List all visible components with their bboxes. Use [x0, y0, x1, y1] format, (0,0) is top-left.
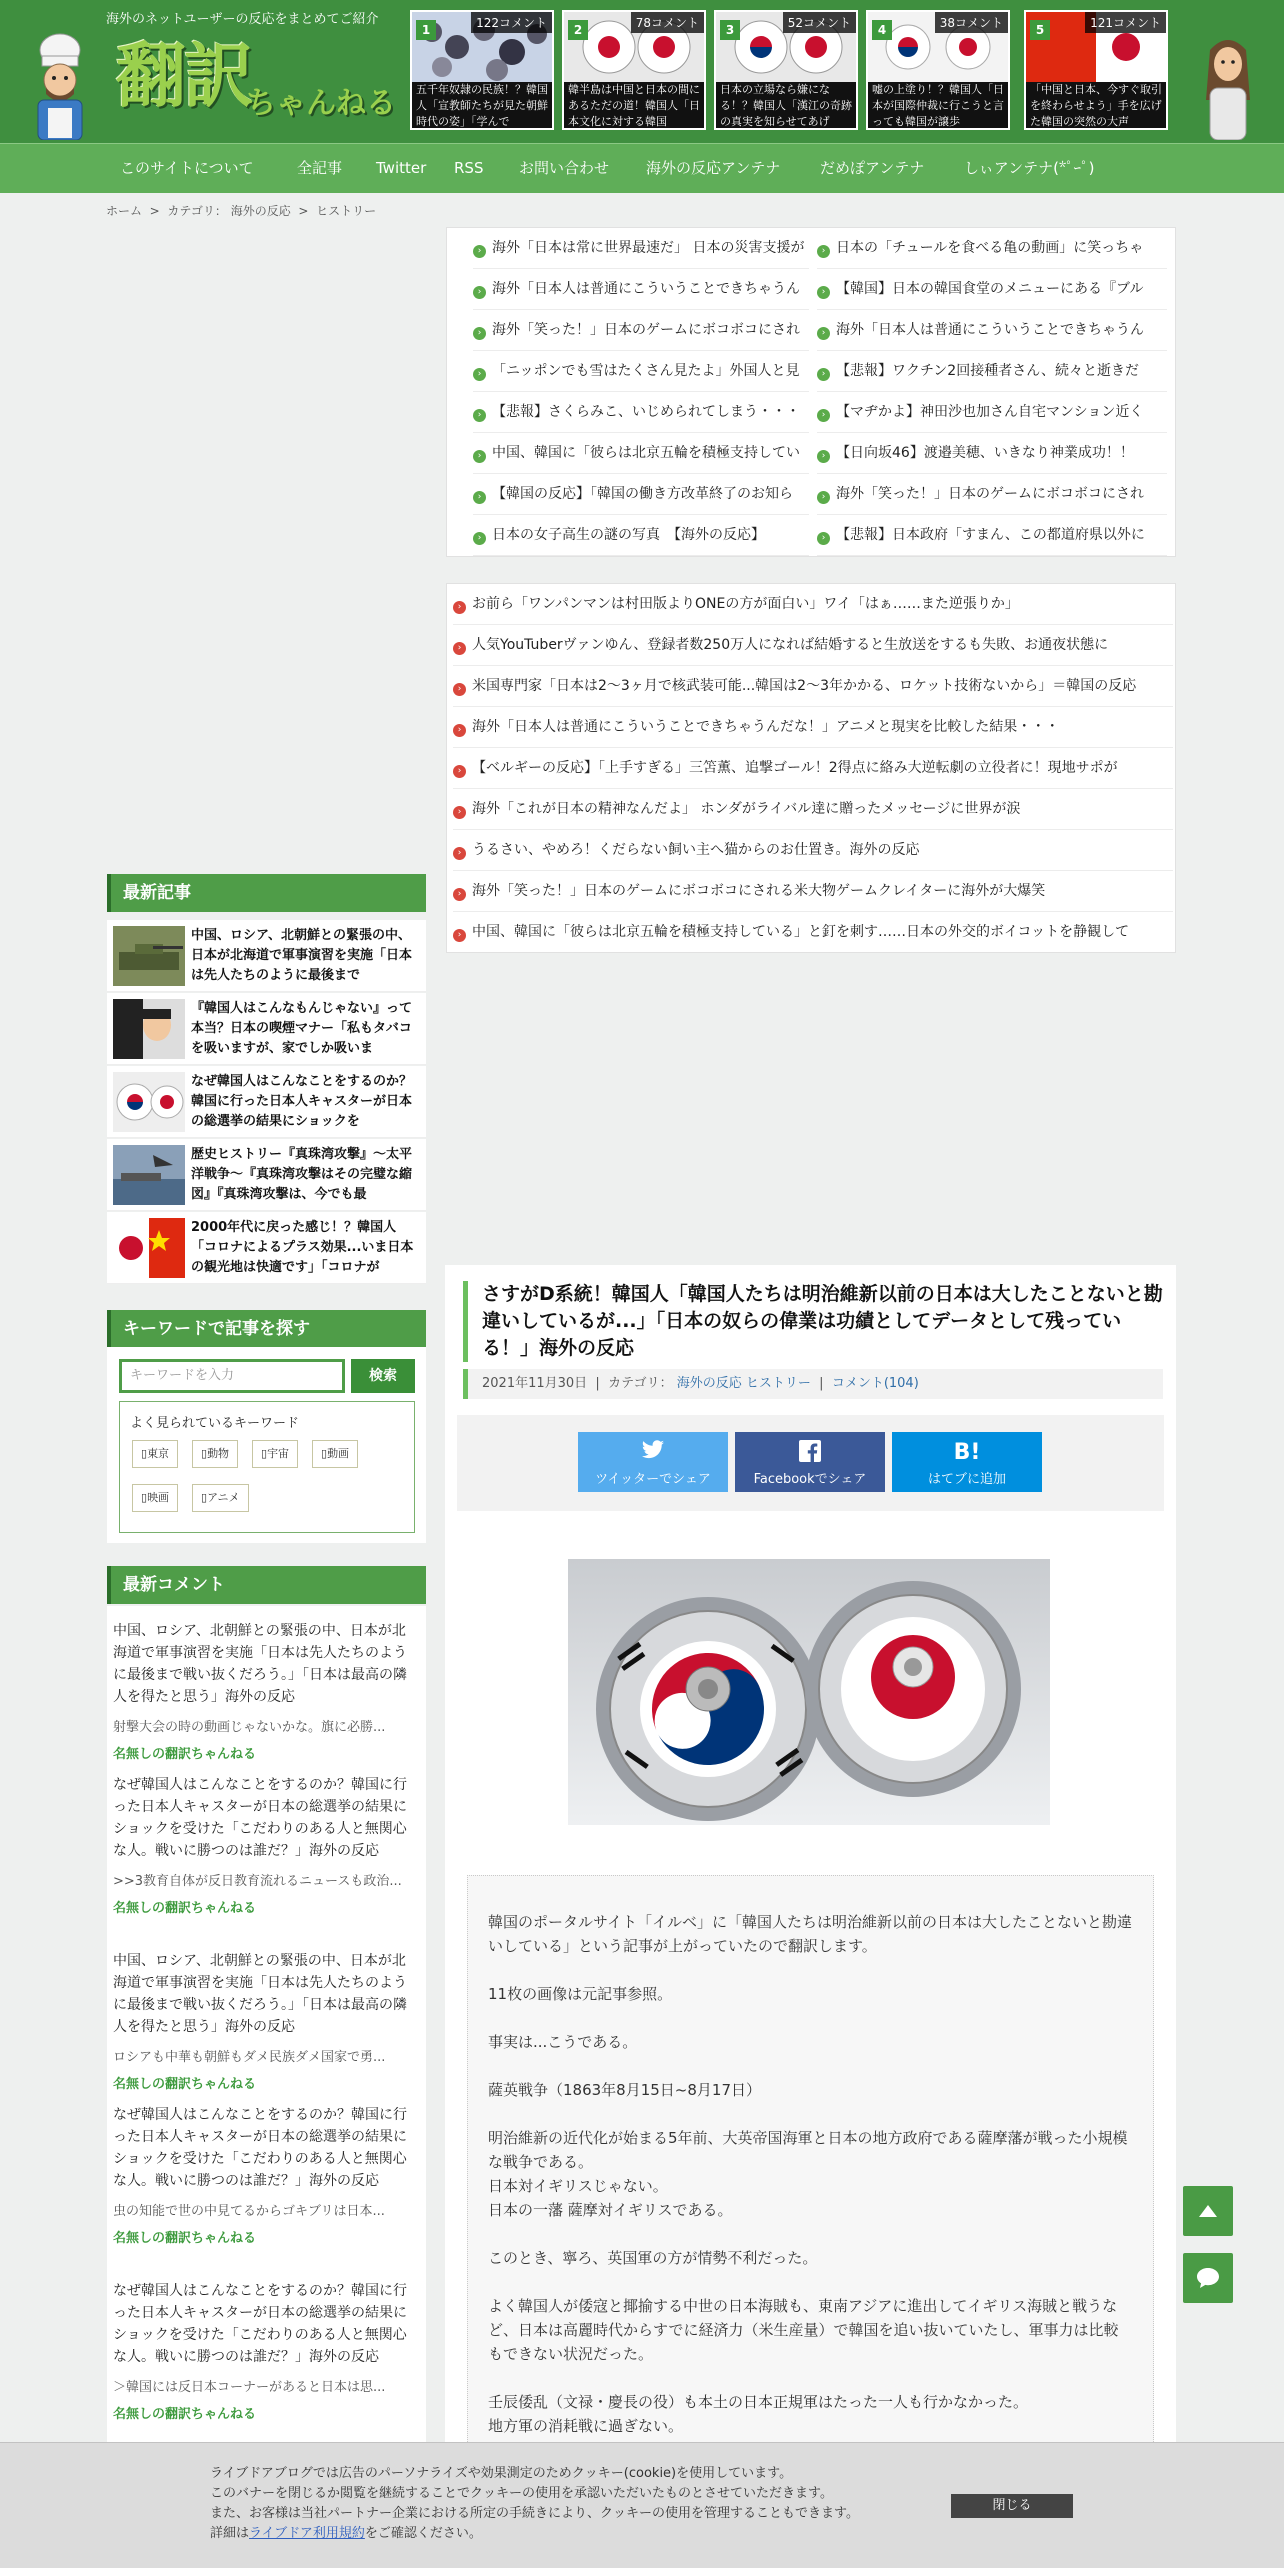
nav-contact[interactable]: お問い合わせ — [519, 159, 610, 177]
ranking-title: 五千年奴隷の民族！？韓国人「宣教師たちが見た朝鮮時代の姿」「学んで — [412, 82, 552, 130]
chevron-right-icon: › — [473, 532, 486, 545]
chevron-right-icon: › — [453, 929, 466, 942]
comment-article-title[interactable]: 中国、ロシア、北朝鮮との緊張の中、日本が北海道で軍事演習を実施「日本は先人たちのように最後まで戦い抜くだろう。」「日本は最高の隣人を得たと思う」海外の反応 — [113, 1623, 407, 1705]
comment-author: 名無しの翻訳ちゃんねる — [113, 2231, 257, 2246]
ranking-comment-count: 52コメント — [783, 12, 856, 33]
recent-article-thumbnail — [113, 1218, 185, 1278]
antenna-link[interactable]: › 海外「笑った！」日本のゲームにボコボコにされる米大物ゲームクレイターに海外が大爆笑 — [453, 871, 1173, 912]
recent-article-thumbnail — [113, 926, 185, 986]
keyword-tag[interactable]: ▯動画 — [312, 1440, 358, 1468]
logo-sub-text: ちゃんねる — [246, 86, 396, 121]
antenna-link[interactable]: › 海外「日本人は普通にこういうことできちゃうんだな！」アニメと現実を比較した結果・・・ — [453, 707, 1173, 748]
ranking-card-5[interactable] — [1024, 10, 1168, 130]
recent-article-item[interactable] — [107, 920, 426, 992]
keyword-search-button[interactable]: 検索 — [351, 1359, 415, 1393]
comment-article-title[interactable]: なぜ韓国人はこんなことをするのか？韓国に行った日本人キャスターが日本の総選挙の結果にショックを受けた「こだわりのある人と無関心な人。戦いに勝つのは誰だ？」海外の反応 — [113, 2107, 407, 2189]
recent-article-title: 歴史ヒストリー『真珠湾攻撃』～太平洋戦争～『真珠湾攻撃はその完璧な縮図』『真珠湾攻撃は、今でも最 — [191, 1147, 413, 1202]
breadcrumb-category-2[interactable]: ヒストリー — [316, 204, 377, 218]
antenna-link[interactable]: › 「ニッポンでも雪はたくさん見たよ」外国人と見 — [473, 351, 809, 392]
keyword-search-box — [107, 1347, 426, 1543]
keyword-tag[interactable]: ▯映画 — [132, 1484, 178, 1512]
chevron-right-icon: › — [817, 532, 830, 545]
article — [445, 1265, 1176, 2568]
cookie-notice-text: ライブドアブログでは広告のパーソナライズや効果測定のためクッキー(cookie)を使用しています。 このバナーを閉じるか閲覧を継続することでクッキーの使用を承認いただいたものとさせていただきます。 また、お客様は当社パートナー企業における所定の手続きにより、クッキーの使用を管理することもできます。 詳細はライブドア利用規約をご確認ください。 — [210, 2466, 859, 2541]
popular-keywords-panel — [119, 1401, 415, 1533]
share-buttons — [457, 1415, 1164, 1511]
keyword-tag[interactable]: ▯宇宙 — [252, 1440, 298, 1468]
antenna-links-red — [446, 583, 1176, 953]
chevron-right-icon: › — [453, 683, 466, 696]
facebook-share-button[interactable] — [735, 1432, 885, 1492]
ranking-title: 韓半島は中国と日本の間にあるただの道！韓国人「日本文化に対する韓国 — [564, 82, 704, 130]
nav-rss[interactable]: RSS — [454, 159, 484, 177]
breadcrumb-home[interactable]: ホーム — [106, 204, 143, 218]
breadcrumb-separator: > — [149, 204, 160, 218]
tag-icon: ▯ — [141, 1447, 148, 1460]
recent-comments-heading: 最新コメント — [107, 1566, 426, 1604]
antenna-link[interactable]: › 人気YouTuberヴァンゆん、登録者数250万人になれば結婚すると生放送をするも失敗、お通夜状態に — [453, 625, 1173, 666]
recent-article-item[interactable] — [107, 1212, 426, 1284]
antenna-link[interactable]: › 【悲報】ワクチン2回接種者さん、続々と逝きだ — [817, 351, 1167, 392]
article-meta: 2021年11月30日 | カテゴリ： 海外の反応 ヒストリー | コメント(104) — [463, 1369, 1163, 1399]
antenna-link[interactable]: › 海外「日本人は普通にこういうことできちゃうん — [817, 310, 1167, 351]
article-paragraph: このとき、寧ろ、英国軍の方が情勢不利だった。 — [488, 2249, 818, 2267]
comment-item — [113, 1774, 419, 1916]
article-paragraph: 地方軍の消耗戦に過ぎない。 — [488, 2417, 684, 2435]
breadcrumb-separator: > — [298, 204, 309, 218]
antenna-link[interactable]: › 海外「日本人は普通にこういうことできちゃうん — [473, 269, 809, 310]
ranking-number: 2 — [568, 20, 588, 40]
ranking-title: 「中国と日本、今すぐ取引を終わらせよう」手を広げた韓国の突然の大声 — [1026, 82, 1166, 130]
antenna-link[interactable]: › 中国、韓国に「彼らは北京五輪を積極支持してい — [473, 433, 809, 474]
chevron-right-icon: › — [473, 327, 486, 340]
chevron-right-icon: › — [473, 491, 486, 504]
ranking-comment-count: 78コメント — [631, 12, 704, 33]
article-paragraph: 明治維新の近代化が始まる5年前、大英帝国海軍と日本の地方政府である薩摩藩が戦った小規模な戦争である。 — [488, 2129, 1128, 2171]
chevron-right-icon: › — [453, 806, 466, 819]
comment-article-title[interactable]: 中国、ロシア、北朝鮮との緊張の中、日本が北海道で軍事演習を実施「日本は先人たちのように最後まで戦い抜くだろう。」「日本は最高の隣人を得たと思う」海外の反応 — [113, 1953, 407, 2035]
nav-twitter[interactable]: Twitter — [376, 159, 427, 177]
article-paragraph: よく韓国人が倭寇と揶揄する中世の日本海賊も、東南アジアに進出してイギリス海賊と戦うなど、日本は高麗時代からすでに経済力（米生産量）で韓国を追い抜いていたし、軍事力は比較もできない状況だった。 — [488, 2297, 1119, 2363]
comment-excerpt[interactable]: ＞韓国には反日本コーナーがあると日本は思... — [113, 2380, 386, 2395]
keyword-search-input[interactable]: キーワードを入力 — [119, 1359, 345, 1393]
comment-item — [113, 2104, 419, 2246]
popular-keywords-title: よく見られているキーワード — [130, 1416, 300, 1431]
ranking-comment-count: 121コメント — [1085, 12, 1166, 33]
article-comments-link[interactable]: コメント(104) — [831, 1376, 919, 1391]
chevron-right-icon: › — [817, 491, 830, 504]
chevron-right-icon: › — [453, 724, 466, 737]
logo-main-text: 翻訳 — [116, 35, 252, 117]
facebook-share-label: Facebookでシェア — [753, 1472, 867, 1487]
recent-article-title: 中国、ロシア、北朝鮮との緊張の中、日本が北海道で軍事演習を実施「日本は先人たちのように最後まで — [191, 928, 413, 983]
breadcrumb-category-label: カテゴリ： — [167, 204, 227, 218]
tag-icon: ▯ — [141, 1491, 148, 1504]
hatena-bookmark-button[interactable] — [892, 1432, 1042, 1492]
tag-icon: ▯ — [261, 1447, 268, 1460]
antenna-link[interactable]: › 【韓国】日本の韓国食堂のメニューにある『ブル — [817, 269, 1167, 310]
comment-item — [113, 1950, 419, 2092]
ranking-title: 嘘の上塗り！？韓国人「日本が国際仲裁に行こうと言っても韓国が譲歩 — [868, 82, 1008, 130]
antenna-link[interactable]: › うるさい、やめろ！くだらない飼い主へ猫からのお仕置き。海外の反応 — [453, 830, 1173, 871]
chevron-right-icon: › — [817, 245, 830, 258]
chevron-right-icon: › — [453, 601, 466, 614]
facebook-icon — [735, 1432, 885, 1468]
chevron-right-icon: › — [453, 765, 466, 778]
chevron-right-icon: › — [817, 327, 830, 340]
chevron-right-icon: › — [473, 286, 486, 299]
ranking-number: 1 — [416, 20, 436, 40]
antenna-link[interactable]: › 日本の「チュールを食べる亀の動画」に笑っちゃ — [817, 228, 1167, 269]
scroll-to-top-button[interactable] — [1183, 2186, 1233, 2236]
article-paragraph: 日本の一藩 薩摩対イギリスである。 — [488, 2201, 733, 2219]
chevron-right-icon: › — [817, 450, 830, 463]
ranking-number: 5 — [1030, 20, 1050, 40]
ranking-comment-count: 38コメント — [935, 12, 1008, 33]
chevron-right-icon: › — [453, 642, 466, 655]
comment-excerpt[interactable]: >>3教育自体が反日教育流れるニュースも政治... — [113, 1874, 402, 1889]
article-category-1[interactable]: 海外の反応 — [676, 1376, 742, 1391]
chevron-right-icon: › — [817, 286, 830, 299]
comment-article-title[interactable]: なぜ韓国人はこんなことをするのか？韓国に行った日本人キャスターが日本の総選挙の結果にショックを受けた「こだわりのある人と無関心な人。戦いに勝つのは誰だ？」海外の反応 — [113, 1777, 407, 1859]
twitter-icon — [578, 1432, 728, 1468]
antenna-link[interactable]: › 米国専門家「日本は2〜3ヶ月で核武装可能...韓国は2〜3年かかる、ロケット技術ないから」＝韓国の反応 — [453, 666, 1173, 707]
article-paragraph: 韓国のポータルサイト「イルベ」に「韓国人たちは明治維新以前の日本は大したことないと勘違いしている」という記事が上がっていたので翻訳します。 — [488, 1913, 1132, 1955]
nav-kaigai-antenna[interactable]: 海外の反応アンテナ — [646, 159, 781, 177]
recent-comments-list — [107, 1606, 426, 2568]
site-header — [0, 0, 1284, 143]
recent-article-thumbnail — [113, 999, 185, 1059]
recent-article-item[interactable] — [107, 1139, 426, 1211]
antenna-link[interactable]: › 【悲報】日本政府「すまん、この都道府県以外に — [817, 515, 1167, 556]
chef-mascot-image — [22, 28, 98, 140]
antenna-links-green — [446, 227, 1176, 557]
recent-article-item[interactable] — [107, 1066, 426, 1138]
article-paragraph: 壬辰倭乱（文禄・慶長の役）も本土の日本正規軍はたった一人も行かなかった。 — [488, 2393, 1029, 2411]
arrow-up-icon — [1199, 2198, 1217, 2223]
article-date: 2021年11月30日 — [482, 1376, 588, 1391]
article-paragraph: 薩英戦争（1863年8月15日~8月17日） — [488, 2081, 762, 2099]
antenna-link[interactable]: › 中国、韓国に「彼らは北京五輪を積極支持している」と釘を刺す……日本の外交的ボイコットを静観して — [453, 912, 1173, 953]
breadcrumb — [106, 202, 376, 219]
recent-article-thumbnail — [113, 1145, 185, 1205]
article-paragraph: 11枚の画像は元記事参照。 — [488, 1985, 673, 2003]
chevron-right-icon: › — [817, 409, 830, 422]
chevron-right-icon: › — [473, 409, 486, 422]
recent-article-title: なぜ韓国人はこんなことをするのか？韓国に行った日本人キャスターが日本の総選挙の結果にショックを — [191, 1074, 413, 1129]
antenna-link[interactable]: › 海外「笑った！」日本のゲームにボコボコにされ — [817, 474, 1167, 515]
antenna-link[interactable]: › お前ら「ワンパンマンは村田版よりONEの方が面白い」ワイ「はぁ……また逆張りか」 — [453, 584, 1173, 625]
keyword-tag[interactable]: ▯東京 — [132, 1440, 178, 1468]
recent-article-thumbnail — [113, 1072, 185, 1132]
comment-item — [113, 2280, 419, 2422]
antenna-link[interactable]: › 海外「これが日本の精神なんだよ」 ホンダがライバル達に贈ったメッセージに世界が涙 — [453, 789, 1173, 830]
cookie-banner — [0, 2442, 1284, 2568]
antenna-link[interactable]: › 日本の女子高生の謎の写真 【海外の反応】 — [473, 515, 809, 556]
article-category-2[interactable]: ヒストリー — [745, 1376, 811, 1391]
article-title: さすがD系統！韓国人「韓国人たちは明治維新以前の日本は大したことないと勘違いしているが...」「日本の奴らの偉業は功績としてデータとして残っている！」海外の反応 — [463, 1281, 1163, 1362]
comment-excerpt[interactable]: ロシアも中華も朝鮮もダメ民族ダメ国家で勇... — [113, 2050, 386, 2065]
tag-icon: ▯ — [321, 1447, 328, 1460]
ranking-number: 3 — [720, 20, 740, 40]
nav-all-articles[interactable]: 全記事 — [297, 159, 343, 177]
hatena-share-label: はてブに追加 — [927, 1472, 1006, 1487]
ranking-card-1[interactable] — [410, 10, 554, 130]
comment-excerpt[interactable]: 虫の知能で世の中見てるからゴキブリは日本... — [113, 2204, 385, 2219]
antenna-link[interactable]: › 【悲報】さくらみこ、いじめられてしまう・・・ — [473, 392, 809, 433]
antenna-link[interactable]: › 【マヂかよ】神田沙也加さん自宅マンション近く — [817, 392, 1167, 433]
antenna-link[interactable]: › 海外「日本は常に世界最速だ」 日本の災害支援が — [473, 228, 809, 269]
nav-about[interactable]: このサイトについて — [120, 159, 254, 177]
article-category-label: カテゴリ： — [608, 1376, 673, 1391]
comment-author: 名無しの翻訳ちゃんねる — [113, 1747, 257, 1762]
antenna-link[interactable]: › 【日向坂46】渡邉美穂、いきなり神業成功！！ — [817, 433, 1167, 474]
recent-article-item[interactable] — [107, 993, 426, 1065]
chevron-right-icon: › — [453, 888, 466, 901]
article-paragraph: 日本対イギリスじゃない。 — [488, 2177, 668, 2195]
keyword-search-heading: キーワードで記事を探す — [107, 1310, 426, 1348]
comment-author: 名無しの翻訳ちゃんねる — [113, 2077, 257, 2092]
ranking-comment-count: 122コメント — [471, 12, 552, 33]
article-paragraph: 事実は...こうである。 — [488, 2033, 638, 2051]
comment-item — [113, 1620, 419, 1762]
recent-articles-heading: 最新記事 — [107, 874, 426, 912]
nav-shii-antenna[interactable]: しぃアンテナ(*ﾟｰﾟ) — [964, 159, 1095, 177]
breadcrumb-category-1[interactable]: 海外の反応 — [230, 204, 291, 218]
chevron-right-icon: › — [817, 368, 830, 381]
keyword-tag[interactable]: ▯アニメ — [192, 1484, 249, 1512]
site-logo[interactable] — [116, 36, 406, 128]
recent-article-title: 2000年代に戻った感じ！？韓国人「コロナによるプラス効果...いま日本の観光地は快適です」「コロナが — [191, 1220, 414, 1275]
comment-author: 名無しの翻訳ちゃんねる — [113, 1901, 257, 1916]
ranking-title: 日本の立場なら嫌になる！？韓国人「漢江の奇跡の真実を知らせてあげ — [716, 82, 856, 130]
main-nav — [0, 143, 1284, 193]
tag-icon: ▯ — [201, 1447, 208, 1460]
twitter-share-label: ツイッターでシェア — [595, 1472, 711, 1487]
nav-damepo-antenna[interactable]: だめぽアンテナ — [820, 159, 925, 177]
antenna-link[interactable]: › 【ベルギーの反応】「上手すぎる」三笘薫、追撃ゴール！2得点に絡み大逆転劇の立役者に！現地サポが — [453, 748, 1173, 789]
comment-button[interactable] — [1183, 2253, 1233, 2303]
chevron-right-icon: › — [473, 368, 486, 381]
ranking-card-4[interactable] — [866, 10, 1010, 130]
article-hero-image — [568, 1559, 1050, 1825]
comment-article-title[interactable]: なぜ韓国人はこんなことをするのか？韓国に行った日本人キャスターが日本の総選挙の結果にショックを受けた「こだわりのある人と無関心な人。戦いに勝つのは誰だ？」海外の反応 — [113, 2283, 407, 2365]
keyword-tag[interactable]: ▯動物 — [192, 1440, 238, 1468]
site-tagline: 海外のネットユーザーの反応をまとめてご紹介 — [106, 12, 379, 27]
twitter-share-button[interactable] — [578, 1432, 728, 1492]
woman-mascot-image — [1198, 30, 1258, 140]
comment-excerpt[interactable]: 射撃大会の時の動画じゃないかな。旗に必勝... — [113, 1720, 386, 1735]
ranking-number: 4 — [872, 20, 892, 40]
terms-link[interactable]: ライブドア利用規約 — [249, 2526, 365, 2541]
antenna-link[interactable]: › 【韓国の反応】「韓国の働き方改革終了のお知ら — [473, 474, 809, 515]
chat-bubble-icon — [1196, 2265, 1220, 2290]
comment-author: 名無しの翻訳ちゃんねる — [113, 2407, 257, 2422]
chevron-right-icon: › — [453, 847, 466, 860]
chevron-right-icon: › — [473, 245, 486, 258]
recent-article-title: 『韓国人はこんなもんじゃない』って本当？日本の喫煙マナー「私もタバコを吸いますが、家でしか吸いま — [191, 1001, 413, 1056]
tag-icon: ▯ — [201, 1491, 208, 1504]
hatena-icon: B! — [953, 1440, 981, 1465]
antenna-link[interactable]: › 海外「笑った！」日本のゲームにボコボコにされ — [473, 310, 809, 351]
ranking-card-2[interactable] — [562, 10, 706, 130]
cookie-close-button[interactable]: 閉じる — [951, 2494, 1073, 2518]
chevron-right-icon: › — [473, 450, 486, 463]
ranking-card-3[interactable] — [714, 10, 858, 130]
